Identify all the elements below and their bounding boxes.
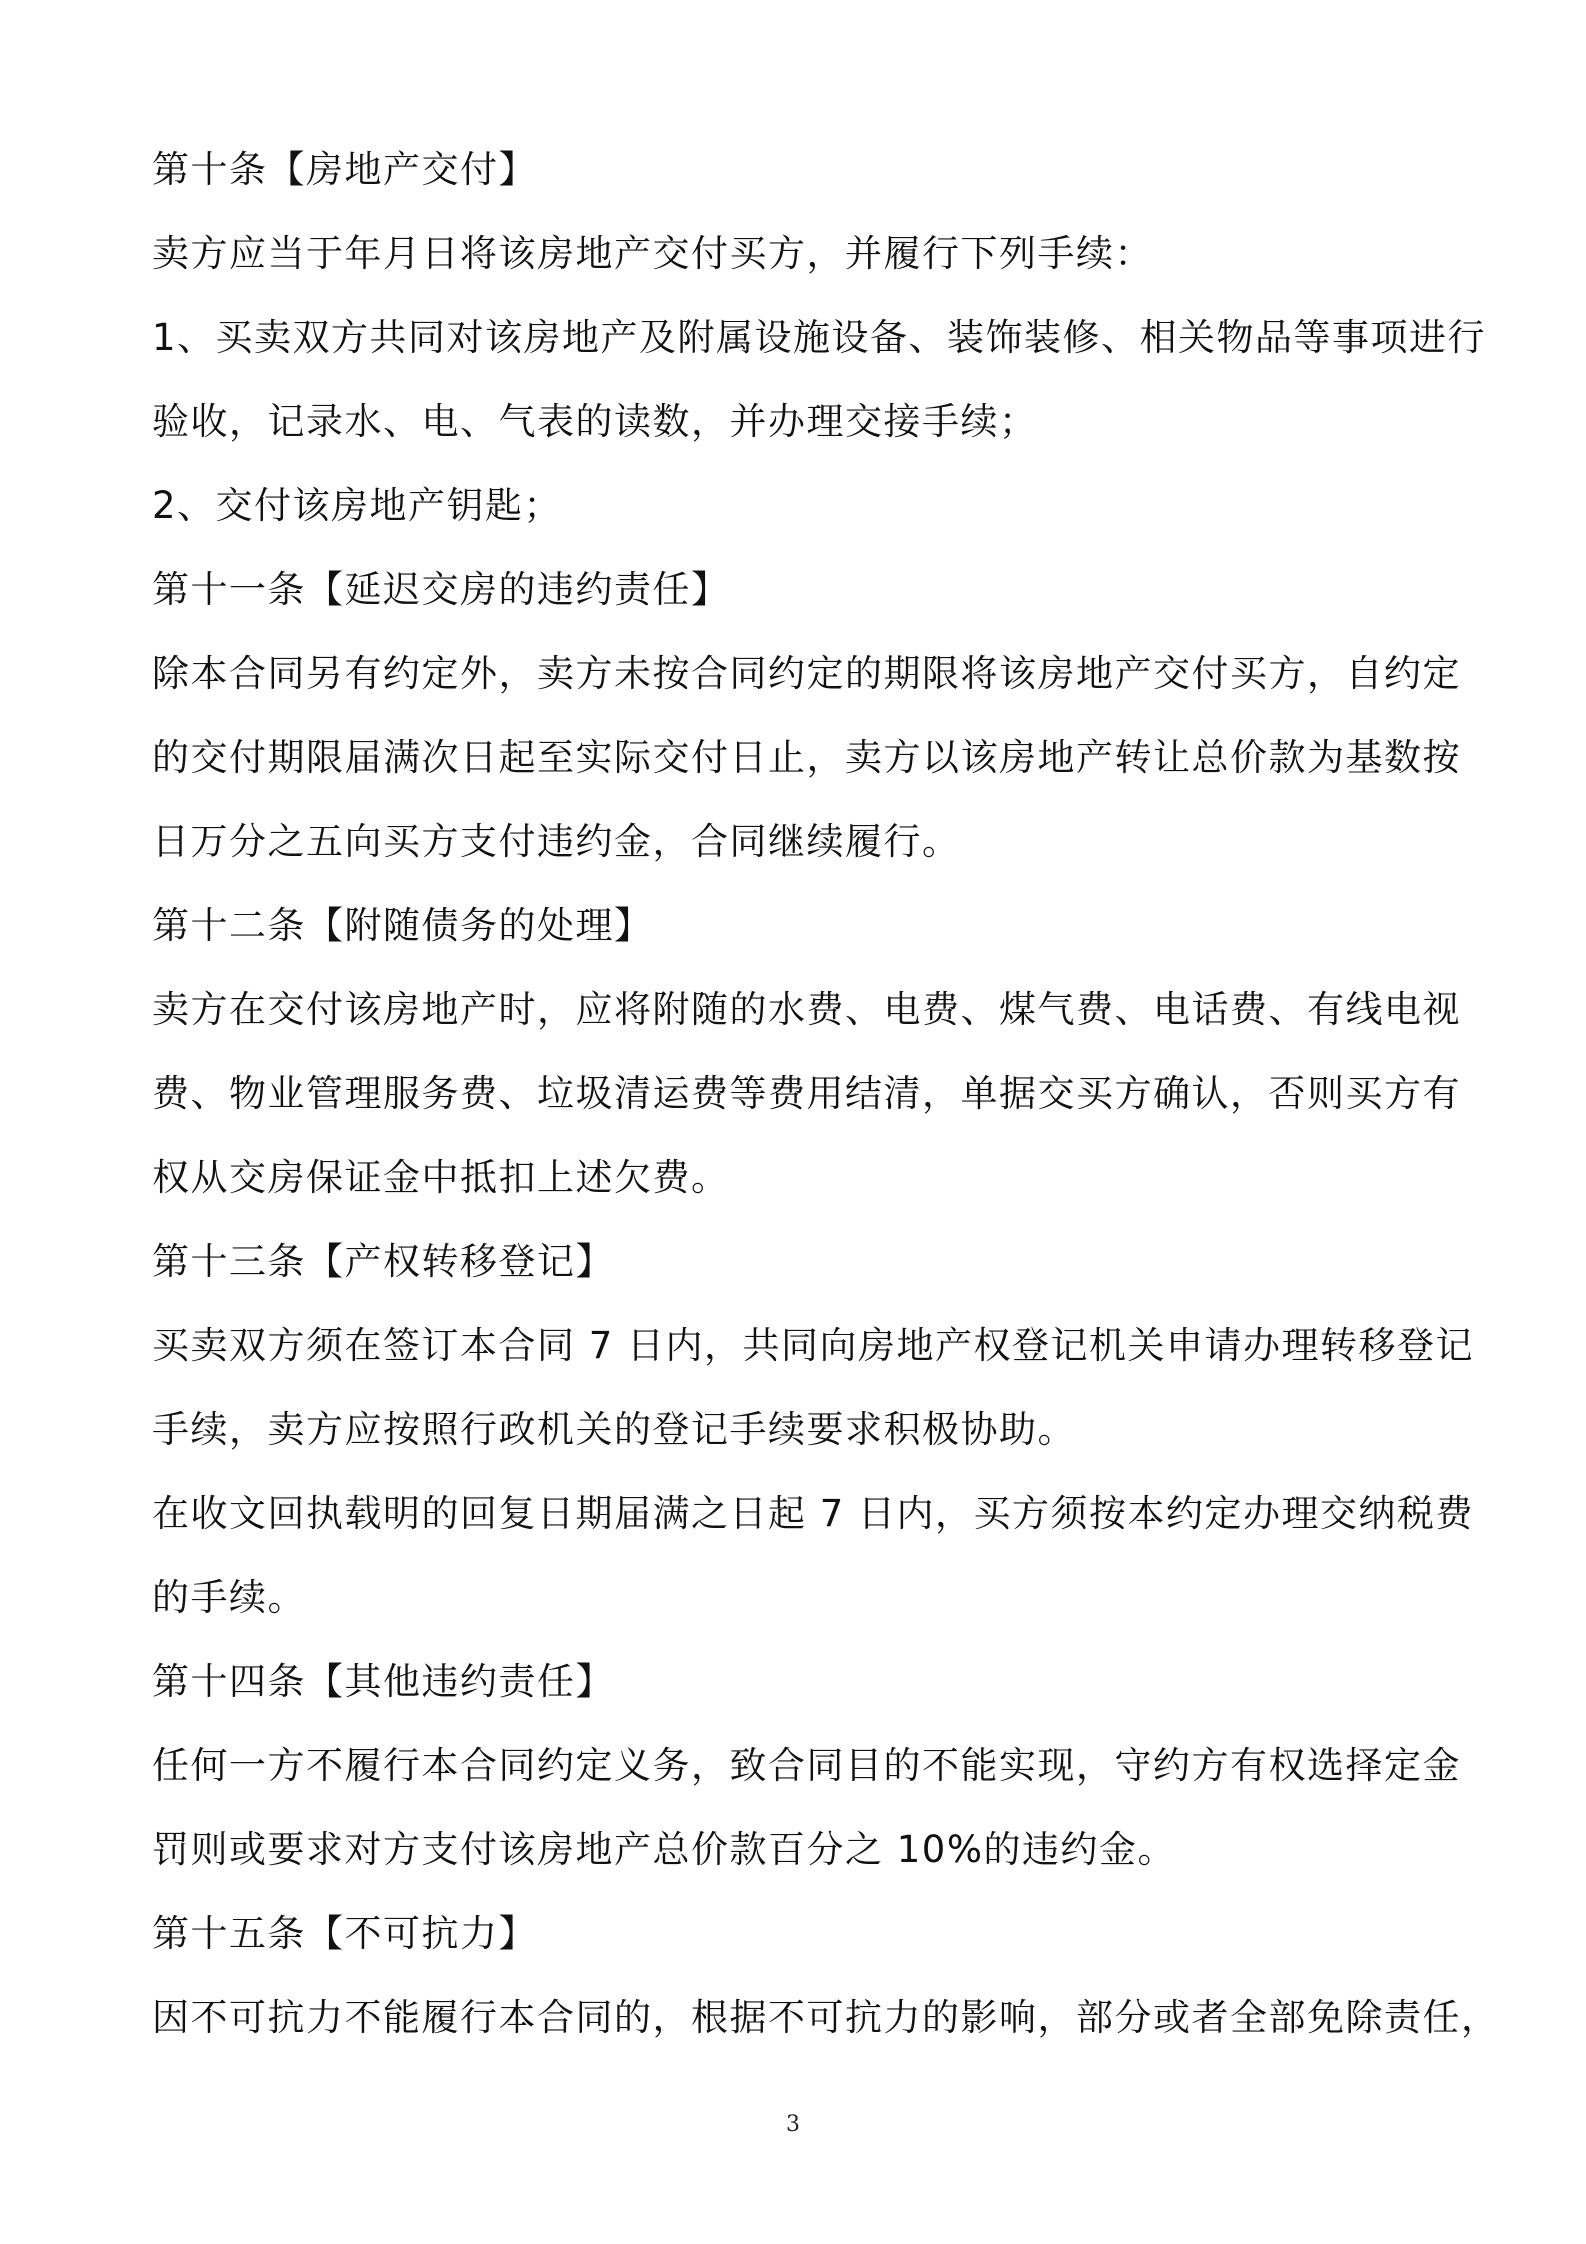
body-line: 费、物业管理服务费、垃圾清运费等费用结清，单据交买方确认，否则买方有 (152, 1072, 1461, 1115)
body-line: 除本合同另有约定外，卖方未按合同约定的期限将该房地产交付买方，自约定 (152, 652, 1461, 695)
article-14-heading: 第十四条【其他违约责任】 (152, 1660, 614, 1703)
body-line: 在收文回执载明的回复日期届满之日起 7 日内，买方须按本约定办理交纳税费 (152, 1492, 1475, 1535)
page-number: 3 (786, 2112, 800, 2137)
body-line: 的交付期限届满次日起至实际交付日止，卖方以该房地产转让总价款为基数按 (152, 736, 1461, 779)
body-line: 买卖双方须在签订本合同 7 日内，共同向房地产权登记机关申请办理转移登记 (152, 1324, 1475, 1367)
body-line: 验收，记录水、电、气表的读数，并办理交接手续； (152, 400, 1038, 443)
body-line: 手续，卖方应按照行政机关的登记手续要求积极协助。 (152, 1408, 1076, 1451)
body-line: 罚则或要求对方支付该房地产总价款百分之 10%的违约金。 (152, 1828, 1176, 1871)
body-line: 的手续。 (152, 1576, 306, 1619)
body-line: 权从交房保证金中抵扣上述欠费。 (152, 1156, 730, 1199)
article-12-heading: 第十二条【附随债务的处理】 (152, 904, 653, 947)
article-11-heading: 第十一条【延迟交房的违约责任】 (152, 568, 730, 611)
article-15-heading: 第十五条【不可抗力】 (152, 1912, 537, 1955)
body-line: 任何一方不履行本合同约定义务，致合同目的不能实现，守约方有权选择定金 (152, 1744, 1461, 1787)
body-line: 因不可抗力不能履行本合同的，根据不可抗力的影响，部分或者全部免除责任， (152, 1996, 1500, 2039)
body-line: 卖方应当于年月日将该房地产交付买方，并履行下列手续： (152, 232, 1153, 275)
article-10-heading: 第十条【房地产交付】 (152, 148, 537, 191)
body-line: 卖方在交付该房地产时，应将附随的水费、电费、煤气费、电话费、有线电视 (152, 988, 1461, 1031)
body-line: 日万分之五向买方支付违约金，合同继续履行。 (152, 820, 961, 863)
article-13-heading: 第十三条【产权转移登记】 (152, 1240, 614, 1283)
body-line: 2、交付该房地产钥匙； (152, 484, 563, 527)
body-line: 1、买卖双方共同对该房地产及附属设施设备、装饰装修、相关物品等事项进行 (152, 316, 1487, 359)
